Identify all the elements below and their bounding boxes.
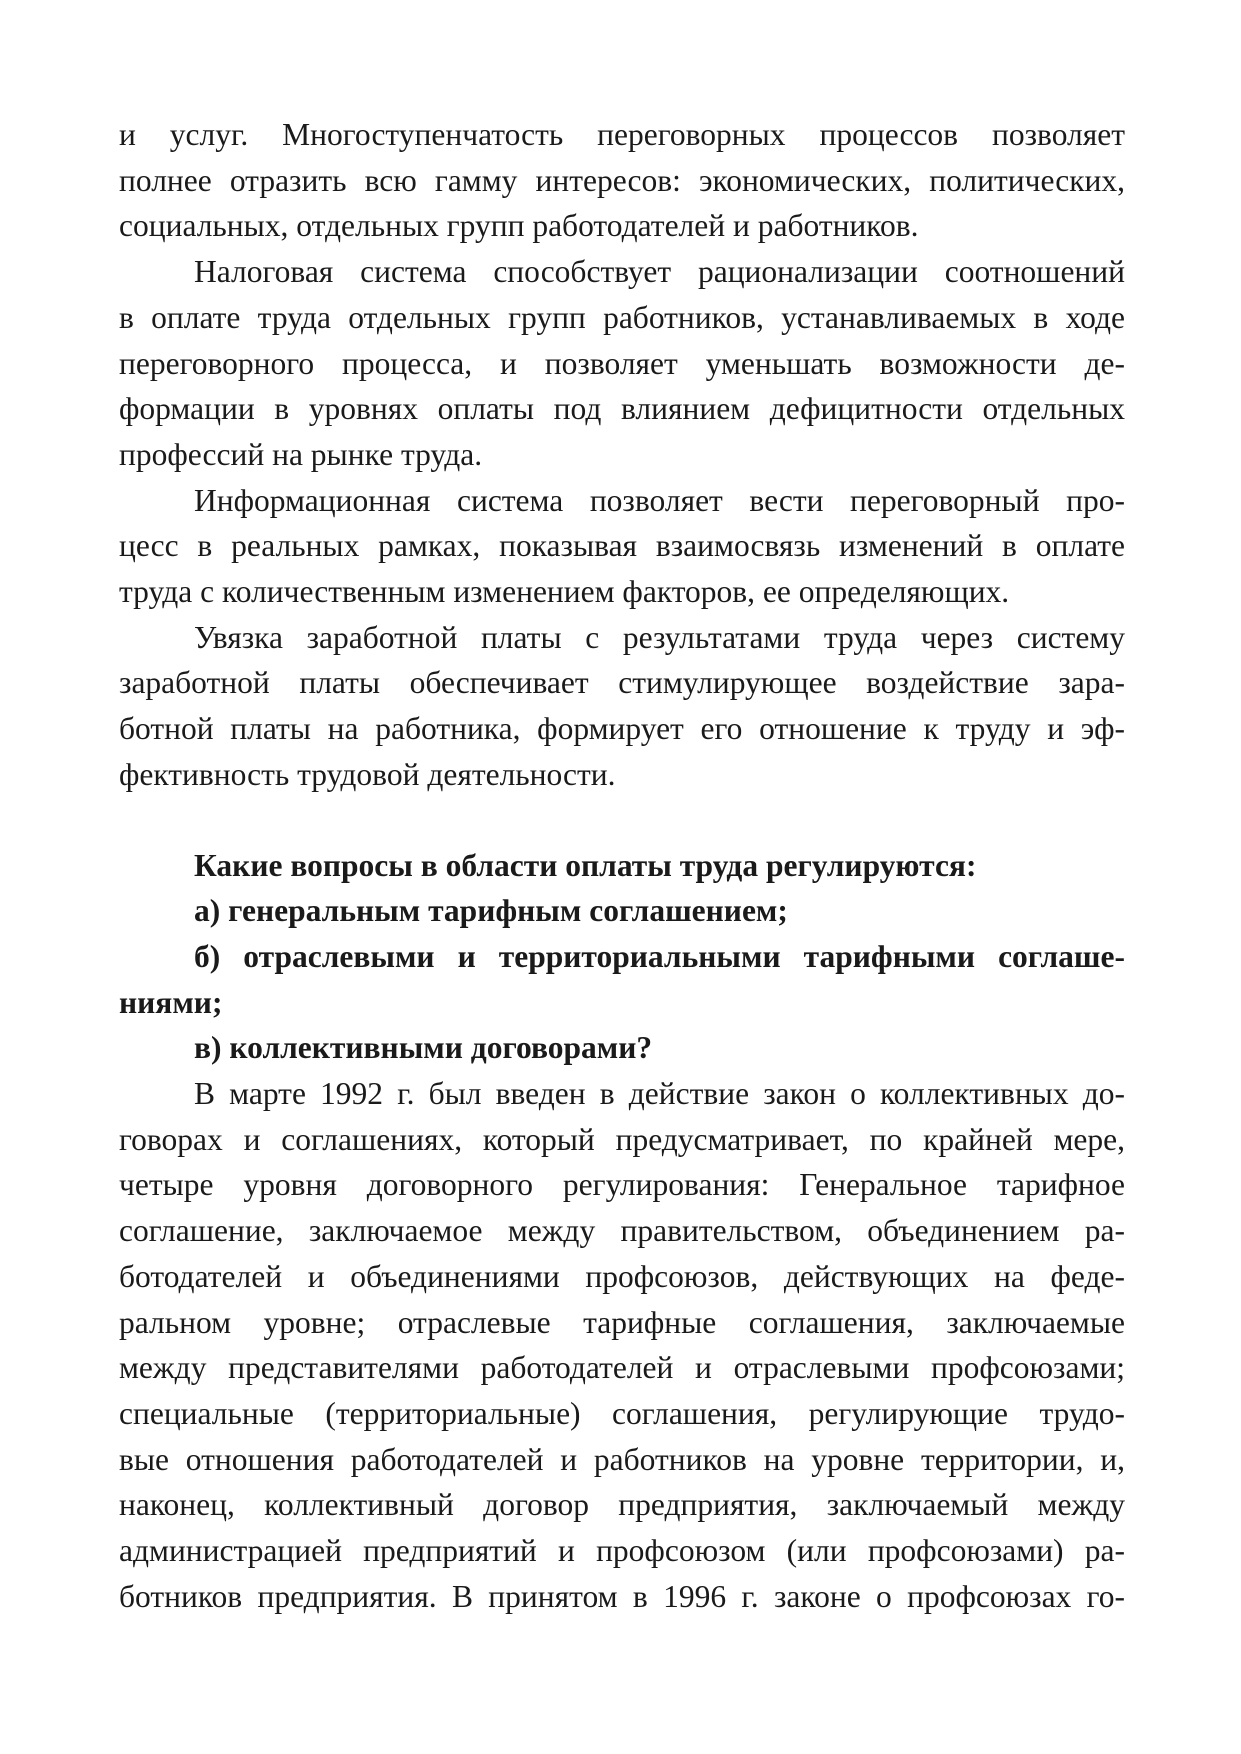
text-line: между представителями работодателей и отраслевыми профсоюзами; (119, 1350, 1125, 1386)
answer-paragraph (119, 1071, 1125, 1619)
paragraph-1 (119, 112, 1125, 249)
text-line: труда с количественным изменением факторов, ее определяющих. (119, 574, 1010, 610)
text-line: ботодателей и объединениями профсоюзов, действующих на феде- (119, 1258, 1125, 1294)
text-line: Налоговая система способствует рационализации соотношений (194, 254, 1125, 290)
text-line: четыре уровня договорного регулирования: Генеральное тарифное (119, 1167, 1125, 1203)
document-page (119, 112, 1125, 1620)
question-line: а) генеральным тарифным соглашением; (194, 893, 788, 929)
text-line: цесс в реальных рамках, показывая взаимосвязь изменений в оплате (119, 528, 1125, 564)
paragraph-2 (119, 249, 1125, 478)
text-line: наконец, коллективный договор предприятия, заключаемый между (119, 1487, 1125, 1523)
text-line: Информационная система позволяет вести переговорный про- (194, 482, 1125, 518)
paragraph-4 (119, 615, 1125, 798)
question-line: б) отраслевыми и территориальными тарифными соглаше- (194, 938, 1125, 974)
question-heading (119, 843, 1125, 1072)
text-line: ботников предприятия. В принятом в 1996 г. законе о профсоюзах го- (119, 1578, 1125, 1614)
text-line: специальные (территориальные) соглашения, регулирующие трудо- (119, 1395, 1125, 1431)
text-line: ботной платы на работника, формирует его отношение к труду и эф- (119, 711, 1125, 747)
text-line: В марте 1992 г. был введен в действие закон о коллективных до- (194, 1076, 1125, 1112)
text-line: вые отношения работодателей и работников на уровне территории, и, (119, 1441, 1125, 1477)
text-line: переговорного процесса, и позволяет уменьшать возможности де- (119, 345, 1125, 381)
question-line: ниями; (119, 984, 223, 1020)
text-line: заработной платы обеспечивает стимулирующее воздействие зара- (119, 665, 1125, 701)
text-line: профессий на рынке труда. (119, 436, 483, 472)
text-line: социальных, отдельных групп работодателей и работников. (119, 208, 919, 244)
text-line: ральном уровне; отраслевые тарифные соглашения, заключаемые (119, 1304, 1125, 1340)
text-line: фективность трудовой деятельности. (119, 756, 616, 792)
text-line: Увязка заработной платы с результатами труда через систему (194, 619, 1125, 655)
text-line: и услуг. Многоступенчатость переговорных процессов позволяет (119, 117, 1125, 152)
text-line: формации в уровнях оплаты под влиянием дефицитности отдельных (119, 391, 1125, 427)
text-line: в оплате труда отдельных групп работников, устанавливаемых в ходе (119, 299, 1125, 335)
text-line: полнее отразить всю гамму интересов: экономических, политических, (119, 162, 1125, 198)
text-line: администрацией предприятий и профсоюзом (или профсоюзами) ра- (119, 1533, 1125, 1569)
question-line: Какие вопросы в области оплаты труда регулируются: (194, 847, 977, 883)
question-line: в) коллективными договорами? (194, 1030, 653, 1066)
text-line: говорах и соглашениях, который предусматривает, по крайней мере, (119, 1121, 1125, 1157)
text-line: соглашение, заключаемое между правительством, объединением ра- (119, 1213, 1125, 1249)
paragraph-3 (119, 478, 1125, 615)
